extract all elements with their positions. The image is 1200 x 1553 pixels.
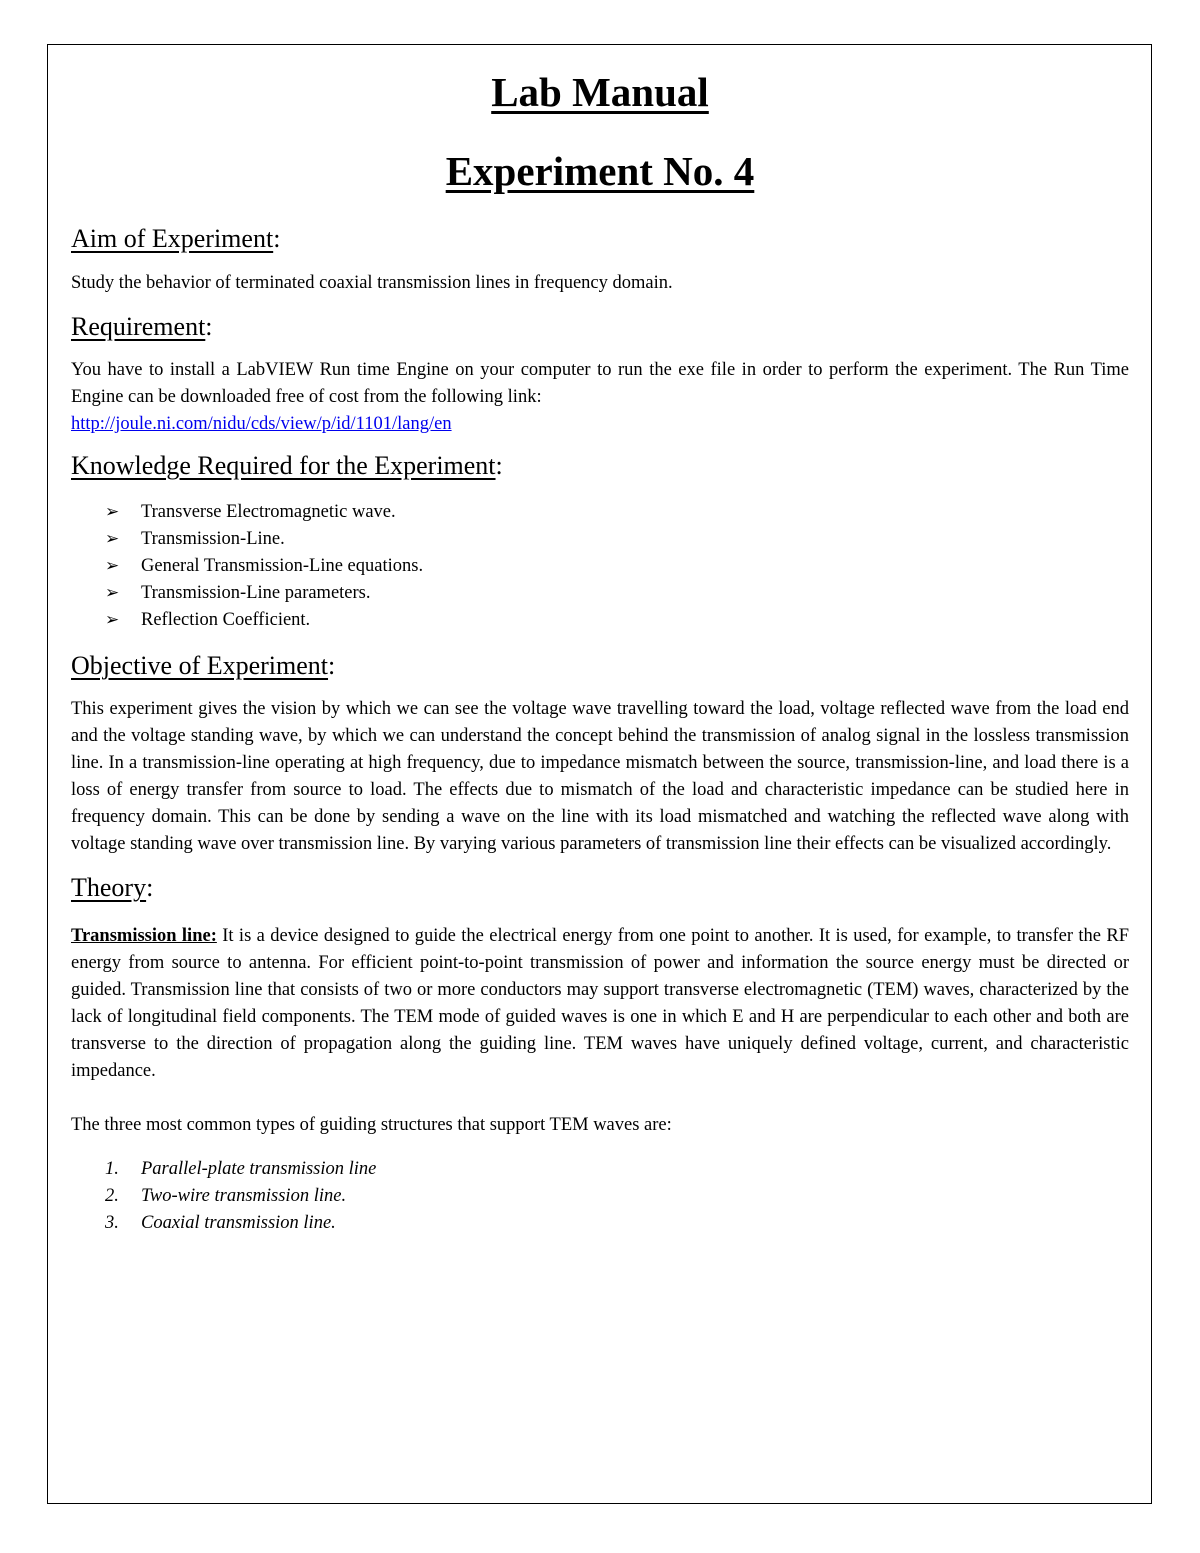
type-label: Coaxial transmission line.: [141, 1213, 336, 1233]
experiment-number: Experiment No. 4: [445, 148, 755, 194]
objective-text: This experiment gives the vision by which we can see the voltage wave travelling toward the load, voltage reflected wave from the load end and the voltage standing wave, by which we can understand the concept behind the transmission of analog signal in the lossless transmission line. In a transmission-line operating at high frequency, due to impedance mismatch between the source, transmission-line, and load there is a loss of energy transfer from source to load. The effects due to mismatch of the load and characteristic impedance can be studied here in frequency domain. This can be done by sending a wave on the line with its load mismatched and watching the reflected wave along with voltage standing wave over transmission line. By varying various parameters of transmission line their effects can be visualized accordingly.: [71, 699, 1129, 854]
objective-heading-colon: :: [328, 651, 336, 680]
list-number: 3.: [105, 1213, 119, 1233]
requirement-heading: [71, 314, 1129, 340]
list-item: [105, 1210, 1129, 1237]
theory-heading-text: Theory: [71, 873, 147, 902]
theory-definition: [71, 923, 1129, 1085]
knowledge-heading-colon: :: [495, 451, 503, 480]
runtime-engine-link[interactable]: http://joule.ni.com/nidu/cds/view/p/id/1101/lang/en: [71, 414, 452, 434]
list-item: [105, 553, 1129, 580]
list-item: [105, 607, 1129, 634]
knowledge-item-label: General Transmission-Line equations.: [141, 556, 424, 576]
arrow-bullet-icon: ➢: [105, 610, 120, 630]
knowledge-heading: [71, 453, 1129, 479]
list-item: [105, 499, 1129, 526]
theory-heading: [71, 875, 1129, 901]
knowledge-item-label: Transverse Electromagnetic wave.: [141, 502, 396, 522]
aim-heading: [71, 226, 1129, 252]
objective-heading: [71, 653, 1129, 679]
list-item: [105, 580, 1129, 607]
theory-heading-colon: :: [146, 873, 154, 902]
list-item: [105, 526, 1129, 553]
knowledge-item-label: Transmission-Line.: [141, 529, 285, 549]
knowledge-item-label: Transmission-Line parameters.: [141, 583, 371, 603]
list-number: 1.: [105, 1159, 119, 1179]
tem-types-list: [71, 1156, 1129, 1237]
aim-heading-colon: :: [273, 224, 281, 253]
knowledge-item-label: Reflection Coefficient.: [141, 610, 311, 630]
list-item: [105, 1156, 1129, 1183]
requirement-text: [71, 357, 1129, 438]
document-content: [71, 69, 1130, 1237]
requirement-heading-colon: :: [205, 312, 213, 341]
aim-text: Study the behavior of terminated coaxial transmission lines in frequency domain.: [71, 273, 673, 293]
list-number: 2.: [105, 1186, 119, 1206]
types-intro: The three most common types of guiding structures that support TEM waves are:: [71, 1115, 672, 1135]
knowledge-list: [71, 499, 1129, 634]
aim-heading-text: Aim of Experiment: [71, 224, 274, 253]
type-label: Parallel-plate transmission line: [141, 1159, 377, 1179]
type-label: Two-wire transmission line.: [141, 1186, 347, 1206]
transmission-line-definition: It is a device designed to guide the electrical energy from one point to another. It is used, for example, to transfer the RF energy from source to antenna. For efficient point-to-point transmission of power and information the source energy must be directed or guided. Transmission line that consists of two or more conductors may support transverse electromagnetic (TEM) waves, characterized by the lack of longitudinal field components. The TEM mode of guided waves is one in which E and H are perpendicular to each other and both are transverse to the direction of propagation along the guiding line. TEM waves have uniquely defined voltage, current, and characteristic impedance.: [71, 926, 1130, 1081]
document-title: Lab Manual: [491, 69, 709, 115]
requirement-body: You have to install a LabVIEW Run time Engine on your computer to run the exe file in order to perform the experiment. The Run Time Engine can be downloaded free of cost from the following link:: [71, 360, 1129, 407]
arrow-bullet-icon: ➢: [105, 529, 120, 549]
requirement-heading-text: Requirement: [71, 312, 206, 341]
list-item: [105, 1183, 1129, 1210]
objective-heading-text: Objective of Experiment: [71, 651, 329, 680]
transmission-line-term: Transmission line:: [71, 926, 217, 946]
arrow-bullet-icon: ➢: [105, 556, 120, 576]
arrow-bullet-icon: ➢: [105, 583, 120, 603]
arrow-bullet-icon: ➢: [105, 502, 120, 522]
knowledge-heading-text: Knowledge Required for the Experiment: [71, 451, 496, 480]
